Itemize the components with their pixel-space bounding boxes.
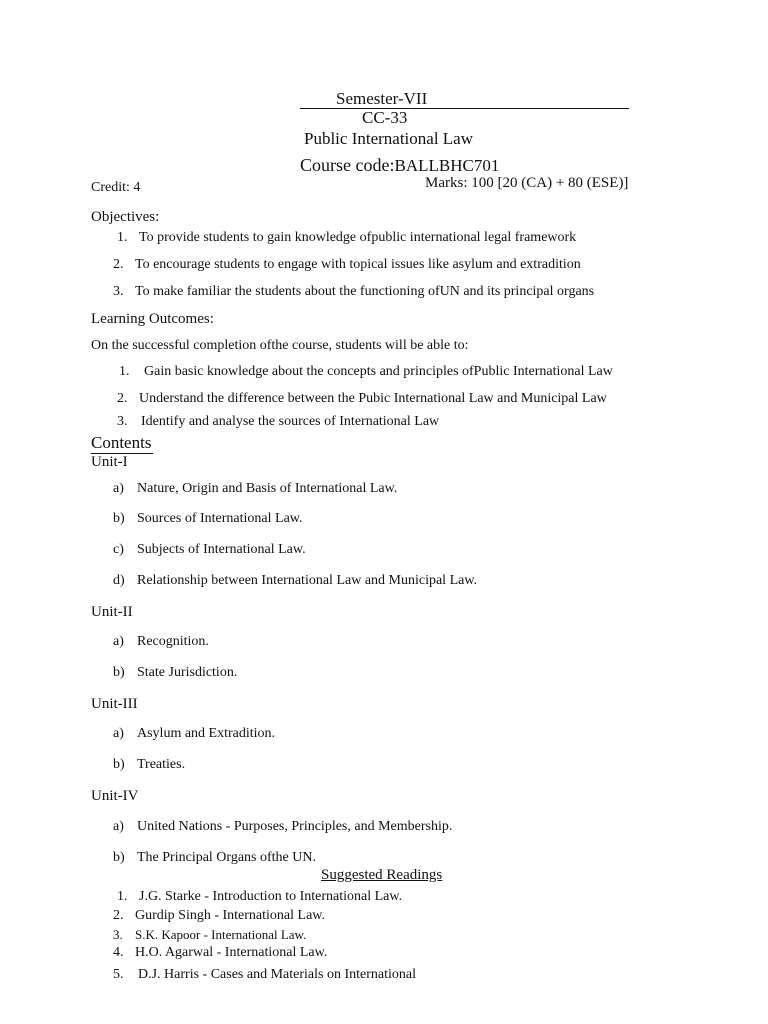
unit-title: Unit-I: [91, 454, 128, 470]
reading-item: [113, 927, 306, 943]
reading-number: 4.: [113, 945, 124, 960]
unit-topic: [113, 542, 306, 558]
objectives-heading: Objectives:: [91, 209, 160, 225]
outcome-item: [117, 391, 607, 407]
topic-text: Recognition.: [137, 634, 209, 649]
topic-label: c): [113, 542, 124, 557]
topic-label: a): [113, 726, 124, 741]
objective-item: [113, 257, 581, 273]
outcome-text: Identify and analyse the sources of International Law: [141, 414, 440, 429]
outcome-number: 3.: [117, 414, 128, 429]
unit-topic: [113, 481, 397, 497]
objective-text: To encourage students to engage with topical issues like asylum and extradition: [135, 257, 581, 272]
topic-text: Treaties.: [137, 757, 186, 772]
unit-topic: [113, 511, 302, 527]
outcome-item: [119, 364, 613, 380]
unit-title: Unit-II: [91, 604, 133, 620]
topic-label: b): [113, 665, 125, 680]
objective-text: To make familiar the students about the functioning ofUN and its principal organs: [135, 284, 595, 299]
reading-item: [113, 908, 325, 924]
reading-item: [117, 889, 402, 905]
unit-topic: [113, 573, 477, 589]
topic-text: United Nations - Purposes, Principles, and Membership.: [137, 819, 453, 834]
unit-title: Unit-III: [91, 696, 138, 712]
reading-item: [113, 967, 416, 983]
unit-title: Unit-IV: [91, 788, 139, 804]
reading-text: J.G. Starke - Introduction to International Law.: [139, 889, 403, 904]
outcome-item: [117, 414, 439, 430]
unit-topic: [113, 850, 316, 866]
topic-text: Nature, Origin and Basis of International Law.: [137, 481, 398, 496]
reading-number: 3.: [113, 927, 123, 942]
objective-text: To provide students to gain knowledge ofpublic international legal framework: [139, 230, 577, 245]
unit-topic: [113, 665, 237, 681]
credit-text: Credit: 4: [91, 180, 141, 195]
reading-number: 5.: [113, 967, 124, 982]
topic-text: The Principal Organs ofthe UN.: [137, 850, 316, 865]
semester-title: Semester-VII: [336, 89, 428, 108]
topic-text: Relationship between International Law and Municipal Law.: [137, 573, 478, 588]
outcome-number: 2.: [117, 391, 128, 406]
reading-item: [113, 945, 327, 961]
learning-outcomes-intro: On the successful completion ofthe course, students will be able to:: [91, 338, 469, 353]
objective-item: [117, 230, 576, 246]
suggested-readings-heading: Suggested Readings: [321, 867, 443, 883]
unit-topic: [113, 819, 452, 835]
topic-label: b): [113, 850, 125, 865]
topic-label: a): [113, 481, 124, 496]
course-number: CC-33: [362, 108, 408, 127]
unit-topic: [113, 634, 209, 650]
objective-number: 2.: [113, 257, 124, 272]
unit-topic: [113, 726, 275, 742]
reading-text: D.J. Harris - Cases and Materials on International: [138, 967, 416, 982]
reading-number: 2.: [113, 908, 124, 923]
topic-label: d): [113, 573, 125, 588]
reading-number: 1.: [117, 889, 128, 904]
topic-text: Asylum and Extradition.: [137, 726, 276, 741]
topic-label: a): [113, 634, 124, 649]
objective-number: 3.: [113, 284, 124, 299]
topic-label: a): [113, 819, 124, 834]
contents-heading: Contents: [91, 433, 152, 452]
topic-label: b): [113, 511, 125, 526]
reading-text: S.K. Kapoor - International Law.: [135, 927, 307, 942]
course-code-label: Course code:: [300, 155, 395, 175]
topic-label: b): [113, 757, 125, 772]
objective-item: [113, 284, 594, 300]
outcome-number: 1.: [119, 364, 130, 379]
reading-text: Gurdip Singh - International Law.: [135, 908, 325, 923]
topic-text: Subjects of International Law.: [137, 542, 306, 557]
marks-text: Marks: 100 [20 (CA) + 80 (ESE)]: [425, 175, 629, 191]
unit-topic: [113, 757, 185, 773]
course-code-value: BALLBHC701: [394, 156, 500, 175]
header-rule: [300, 108, 629, 109]
subject-title: Public International Law: [304, 129, 474, 148]
topic-text: Sources of International Law.: [137, 511, 303, 526]
objective-number: 1.: [117, 230, 128, 245]
reading-text: H.O. Agarwal - International Law.: [135, 945, 328, 960]
learning-outcomes-heading: Learning Outcomes:: [91, 311, 214, 327]
course-code-line: [300, 155, 499, 176]
topic-text: State Jurisdiction.: [137, 665, 238, 680]
outcome-text: Understand the difference between the Pubic International Law and Municipal Law: [139, 391, 607, 406]
outcome-text: Gain basic knowledge about the concepts and principles ofPublic International Law: [144, 364, 613, 379]
